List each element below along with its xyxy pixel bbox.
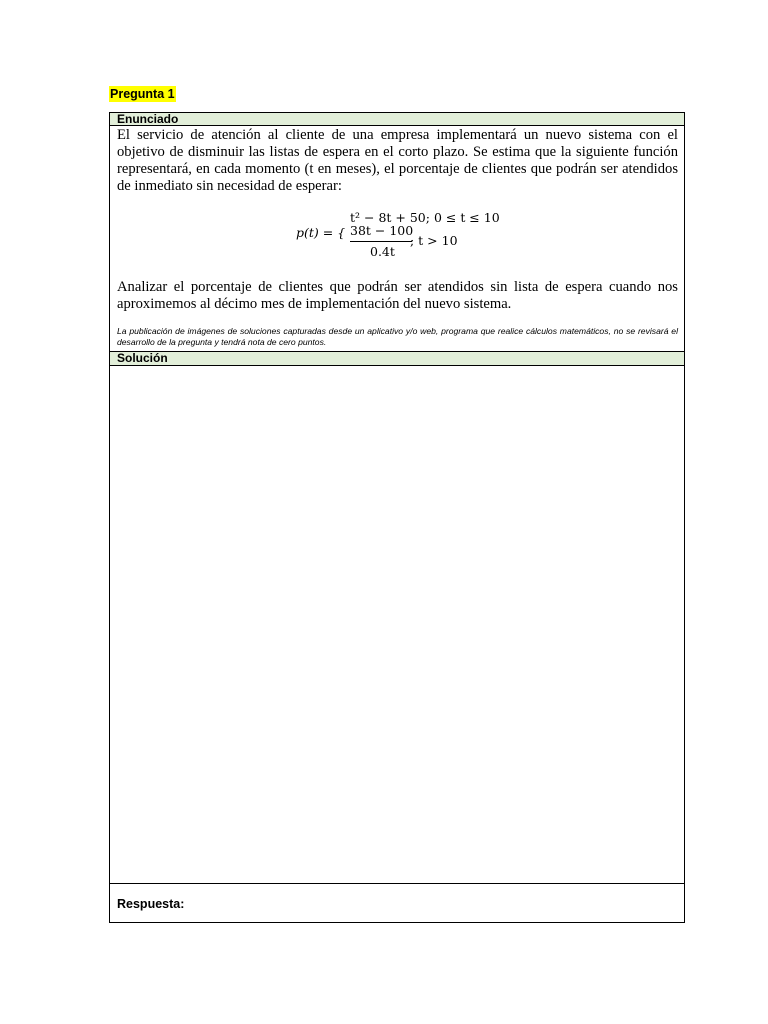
formula-case-1: t² − 8t + 50; 0 ≤ t ≤ 10	[350, 210, 500, 225]
fraction-bar	[350, 241, 412, 242]
piecewise-formula	[296, 209, 536, 259]
statement-header: Enunciado	[110, 113, 684, 126]
solution-area[interactable]	[110, 366, 684, 883]
statement-paragraph-1: El servicio de atención al cliente de una empresa implementará un nuevo sistema con el objetivo de disminuir las listas de espera en el corto plazo. Se estima que la siguiente función representará, en cada momento (t en meses), el porcentaje de clientes que podrán ser atendidos de inmediato sin necesidad de esperar:	[117, 127, 678, 194]
question-title: Pregunta 1	[110, 87, 175, 101]
formula-case-2-denominator: 0.4t	[370, 244, 395, 259]
formula-case-2-numerator: 38t − 100	[350, 223, 414, 238]
answer-box[interactable]	[110, 883, 684, 922]
formula-case-2-condition: ; t > 10	[410, 233, 458, 248]
solution-header: Solución	[110, 351, 684, 366]
statement-paragraph-2: Analizar el porcentaje de clientes que podrán ser atendidos sin lista de espera cuando nos aproximemos al décimo mes de implementación del nuevo sistema.	[117, 279, 678, 312]
warning-note: La publicación de imágenes de soluciones capturadas desde un aplicativo y/o web, programa que realice cálculos matemáticos, no se revisará el desarrollo de la pregunta y tendrá nota de cero puntos.	[117, 326, 678, 347]
answer-label: Respuesta:	[117, 897, 185, 911]
formula-lhs: p(t) = {	[296, 225, 346, 240]
question-frame	[109, 112, 685, 923]
